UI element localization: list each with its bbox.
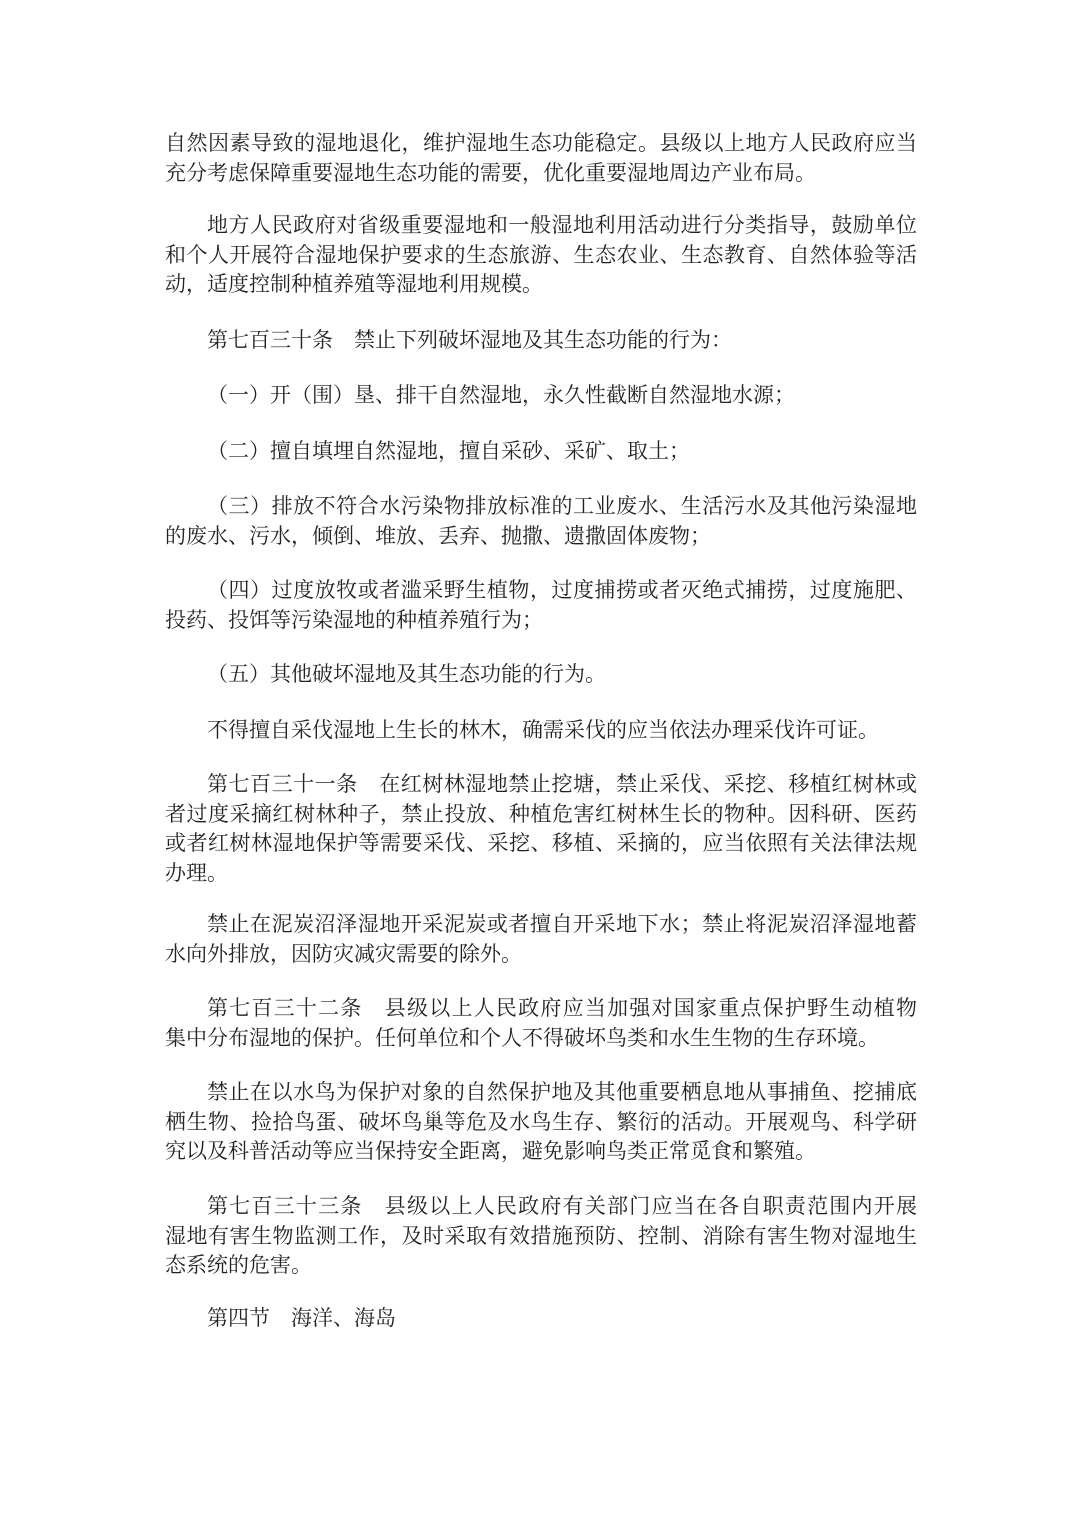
clause-4 bbox=[165, 576, 917, 635]
text-line: 和个人开展符合湿地保护要求的生态旅游、生态农业、生态教育、自然体验等活 bbox=[165, 242, 917, 267]
text-line: 地方人民政府对省级重要湿地和一般湿地利用活动进行分类指导，鼓励单位 bbox=[207, 213, 917, 237]
text-line: （二）擅自填埋自然湿地，擅自采砂、采矿、取土； bbox=[207, 439, 690, 463]
text-line: 态系统的危害。 bbox=[165, 1253, 312, 1277]
text-line: 栖生物、捡拾鸟蛋、破坏鸟巢等危及水鸟生存、繁衍的活动。开展观鸟、科学研 bbox=[165, 1109, 917, 1134]
text-line: 湿地有害生物监测工作，及时采取有效措施预防、控制、消除有害生物对湿地生 bbox=[165, 1223, 917, 1248]
text-line: 集中分布湿地的保护。任何单位和个人不得破坏鸟类和水生生物的生存环境。 bbox=[165, 1025, 879, 1050]
clause-5 bbox=[165, 660, 917, 690]
clause-1 bbox=[165, 381, 917, 411]
paragraph-2 bbox=[165, 211, 917, 300]
text-line: 第七百三十条 禁止下列破坏湿地及其生态功能的行为： bbox=[207, 328, 732, 352]
text-line: 不得擅自采伐湿地上生长的林木，确需采伐的应当依法办理采伐许可证。 bbox=[207, 718, 879, 742]
paragraph-waterbird bbox=[165, 1078, 917, 1167]
article-731 bbox=[165, 770, 917, 888]
text-line: 第七百三十三条 县级以上人民政府有关部门应当在各自职责范围内开展 bbox=[207, 1194, 917, 1218]
text-line: 水向外排放，因防灾减灾需要的除外。 bbox=[165, 941, 522, 966]
text-line: 充分考虑保障重要湿地生态功能的需要，优化重要湿地周边产业布局。 bbox=[165, 160, 816, 185]
text-line: 第四节 海洋、海岛 bbox=[207, 1306, 396, 1330]
text-line: （五）其他破坏湿地及其生态功能的行为。 bbox=[207, 662, 606, 686]
article-730-heading bbox=[165, 326, 917, 356]
text-line: （四）过度放牧或者滥采野生植物，过度捕捞或者灭绝式捕捞，过度施肥、 bbox=[207, 578, 917, 602]
text-line: 办理。 bbox=[165, 860, 228, 885]
text-line: 或者红树林湿地保护等需要采伐、采挖、移植、采摘的，应当依照有关法律法规 bbox=[165, 831, 917, 855]
paragraph-1 bbox=[165, 129, 917, 188]
text-line: 自然因素导致的湿地退化，维护湿地生态功能稳定。县级以上地方人民政府应当 bbox=[165, 131, 917, 155]
section-heading bbox=[165, 1304, 917, 1334]
clause-3 bbox=[165, 492, 917, 551]
text-line: （一）开（围）垦、排干自然湿地，永久性截断自然湿地水源； bbox=[207, 383, 795, 407]
text-line: 第七百三十二条 县级以上人民政府应当加强对国家重点保护野生动植物 bbox=[207, 996, 917, 1020]
text-line: 第七百三十一条 在红树林湿地禁止挖塘，禁止采伐、采挖、移植红树林或 bbox=[207, 772, 917, 796]
text-line: 究以及科普活动等应当保持安全距离，避免影响鸟类正常觅食和繁殖。 bbox=[165, 1139, 816, 1163]
paragraph-peat-swamp bbox=[165, 910, 917, 969]
text-line: （三）排放不符合水污染物排放标准的工业废水、生活污水及其他污染湿地 bbox=[207, 494, 917, 518]
article-733 bbox=[165, 1192, 917, 1281]
text-line: 动，适度控制种植养殖等湿地利用规模。 bbox=[165, 272, 543, 296]
text-line: 者过度采摘红树林种子，禁止投放、种植危害红树林生长的物种。因科研、医药 bbox=[165, 801, 917, 826]
article-732 bbox=[165, 994, 917, 1053]
text-line: 的废水、污水，倾倒、堆放、丢弃、抛撒、遗撒固体废物； bbox=[165, 523, 711, 548]
text-line: 禁止在以水鸟为保护对象的自然保护地及其他重要栖息地从事捕鱼、挖捕底 bbox=[207, 1080, 917, 1104]
text-line: 投药、投饵等污染湿地的种植养殖行为； bbox=[165, 607, 543, 632]
clause-2 bbox=[165, 437, 917, 467]
paragraph-logging-permit bbox=[165, 716, 917, 746]
text-line: 禁止在泥炭沼泽湿地开采泥炭或者擅自开采地下水；禁止将泥炭沼泽湿地蓄 bbox=[207, 912, 917, 936]
